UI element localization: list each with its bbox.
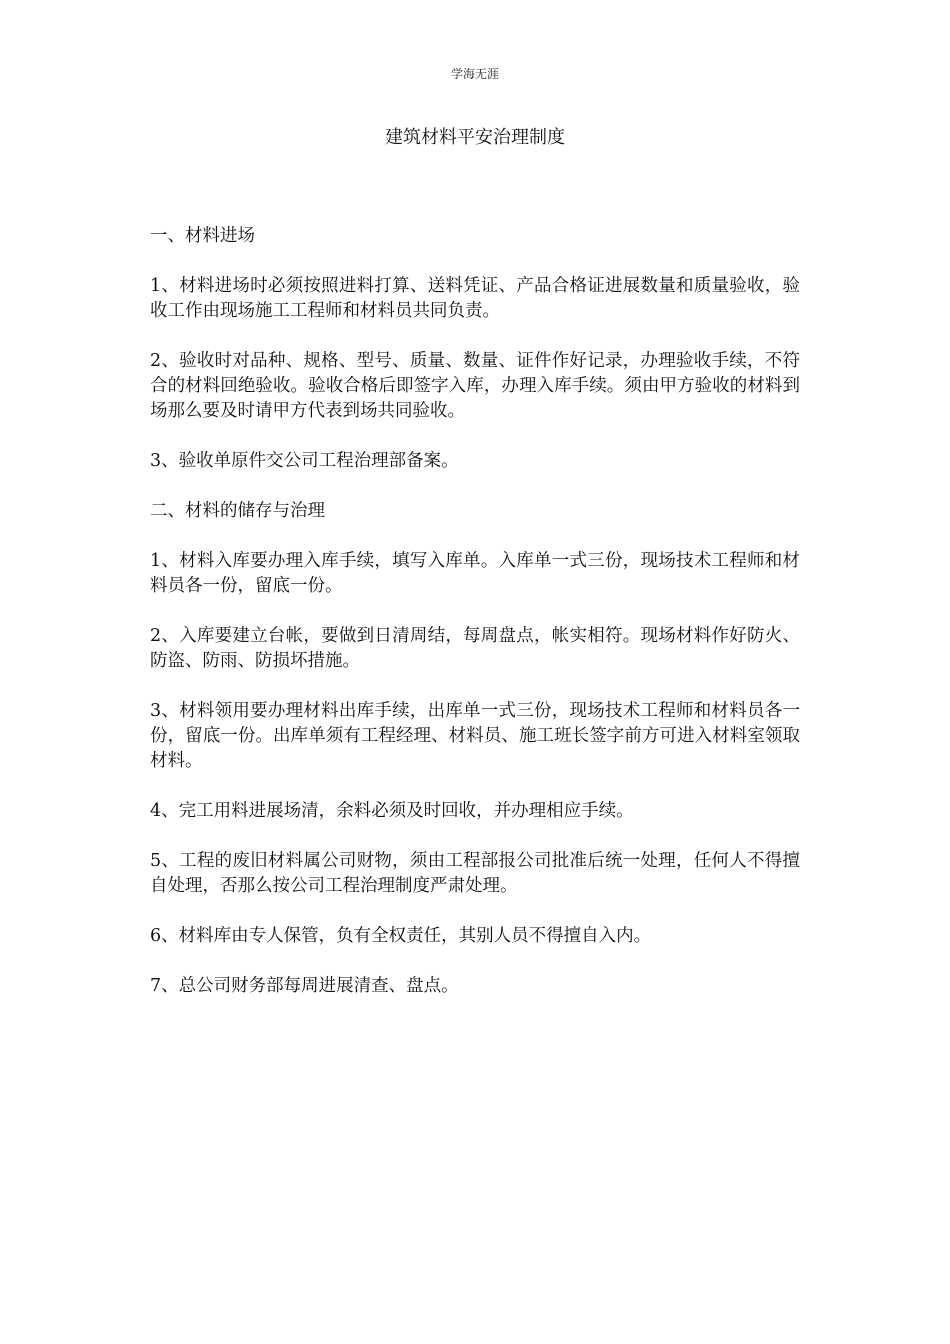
paragraph-storage-3: 3、材料领用要办理材料出库手续，出库单一式三份，现场技术工程师和材料员各一份，留底一份。出库单须有工程经理、材料员、施工班长签字前方可进入材料室领取材料。 [150, 701, 800, 771]
paragraph-storage-1: 1、材料入库要办理入库手续，填写入库单。入库单一式三份，现场技术工程师和材料员各一份，留底一份。 [150, 551, 800, 596]
section-heading-storage-management: 二、材料的储存与治理 [150, 501, 325, 521]
document-title: 建筑材料平安治理制度 [385, 127, 565, 148]
paragraph-entry-2: 2、验收时对品种、规格、型号、质量、数量、证件作好记录，办理验收手续，不符合的材料回绝验收。验收合格后即签字入库，办理入库手续。须由甲方验收的材料到场那么要及时请甲方代表到场共同验收。 [150, 351, 800, 421]
paragraph-storage-7: 7、总公司财务部每周进展清查、盘点。 [150, 976, 459, 996]
section-heading-materials-entry: 一、材料进场 [150, 226, 255, 246]
page-header: 学海无涯 [450, 67, 499, 81]
paragraph-storage-2: 2、入库要建立台帐，要做到日清周结，每周盘点，帐实相符。现场材料作好防火、防盗、防雨、防损坏措施。 [150, 626, 800, 671]
paragraph-storage-4: 4、完工用料进展场清，余料必须及时回收，并办理相应手续。 [150, 801, 634, 821]
paragraph-entry-3: 3、验收单原件交公司工程治理部备案。 [150, 451, 459, 471]
paragraph-entry-1: 1、材料进场时必须按照进料打算、送料凭证、产品合格证进展数量和质量验收，验收工作由现场施工工程师和材料员共同负责。 [150, 276, 800, 321]
paragraph-storage-5: 5、工程的废旧材料属公司财物，须由工程部报公司批准后统一处理，任何人不得擅自处理，否那么按公司工程治理制度严肃处理。 [150, 851, 800, 896]
paragraph-storage-6: 6、材料库由专人保管，负有全权责任，其别人员不得擅自入内。 [150, 926, 652, 946]
document-body [150, 224, 800, 1024]
